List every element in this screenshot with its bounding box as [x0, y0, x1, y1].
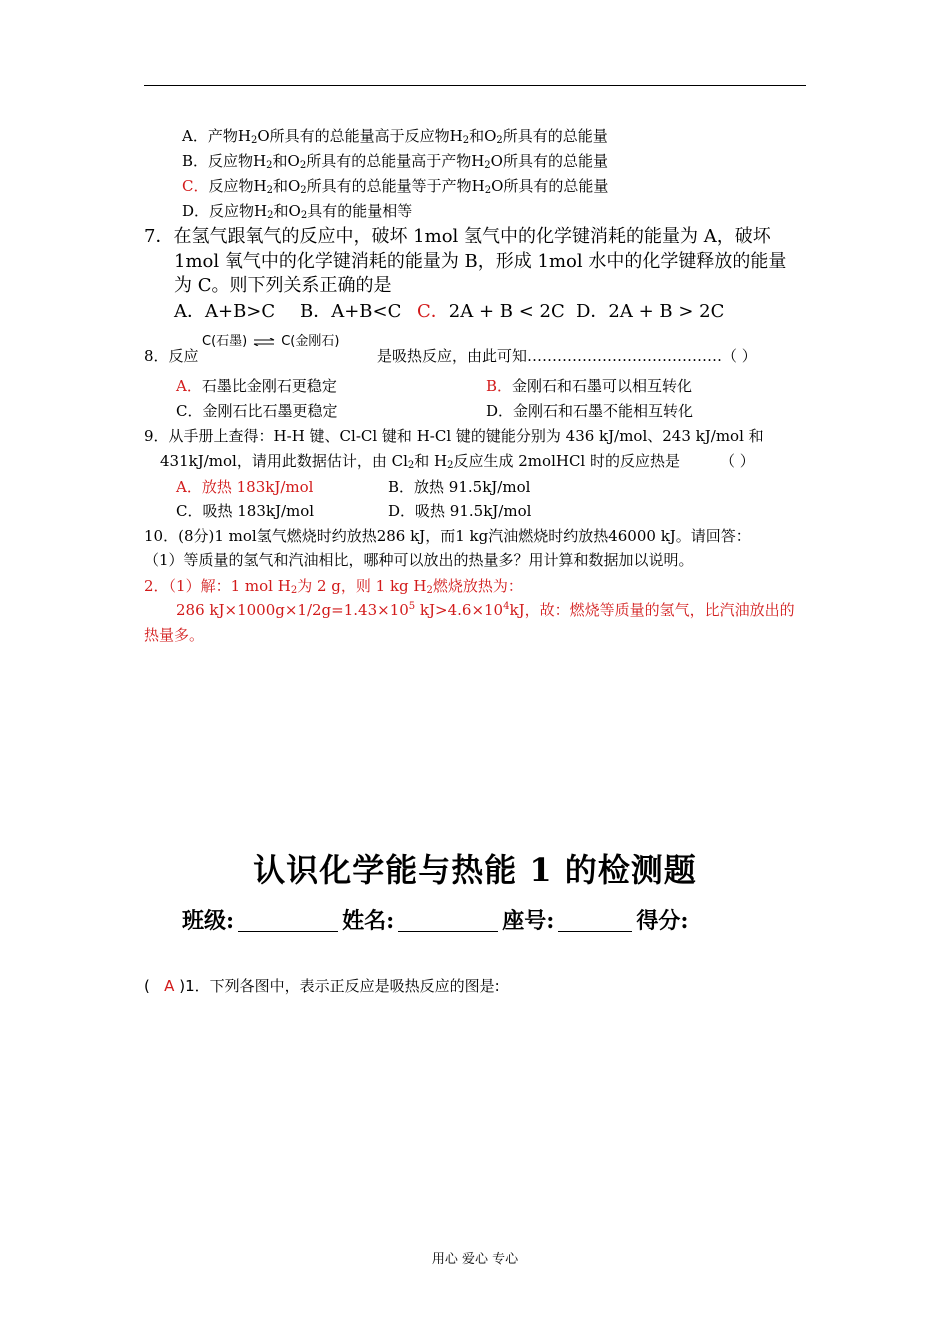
q9-line1: 9．从手册上查得：H-H 键、Cl-Cl 键和 H-Cl 键的键能分别为 436 kJ/mol、243 kJ/mol 和: [144, 427, 764, 445]
seat-label: 座号:: [502, 908, 555, 934]
name-blank[interactable]: [398, 909, 498, 932]
q7-option-b: B．A+B<C: [300, 301, 402, 322]
q9-answer-paren: （ ）: [720, 452, 755, 470]
q7-option-a: A．A+B>C: [174, 301, 276, 322]
q9-option-d: D．吸热 91.5kJ/mol: [388, 502, 532, 520]
q7-option-d: D．2A + B > 2C: [576, 301, 725, 322]
q8-equation: [202, 330, 339, 349]
q8-prefix: 8．反应: [144, 347, 199, 365]
q8-suffix: 是吸热反应，由此可知…………………………………（ ）: [377, 347, 757, 365]
q10-answer-line3: 热量多。: [144, 626, 205, 644]
header-rule: [144, 85, 806, 86]
q1-answer: A: [164, 977, 175, 995]
page-title: 认识化学能与热能 1 的检测题: [253, 851, 697, 889]
q9-line2: 431kJ/mol，请用此数据估计，由 $Cl_2$和 $H_2$反应生成 2molHCl 时的反应热是: [160, 452, 680, 471]
q1-line: ( A )1．下列各图中，表示正反应是吸热反应的图是:: [144, 977, 500, 995]
q8-option-a: A．石墨比金刚石更稳定: [176, 377, 337, 395]
equation-left: C(石墨): [202, 334, 248, 349]
equation-right: C(金刚石): [281, 334, 340, 349]
q6-option-b: B．反应物$H_2$和$O_2$所具有的总能量高于产物$H_2O$所具有的总能量: [182, 152, 608, 171]
equilibrium-arrow-icon: [253, 338, 275, 346]
q8-option-c: C．金刚石比石墨更稳定: [176, 402, 338, 420]
q10-answer-line1: 2．（1）解：1 mol $H_2$为 2 g，则 1 kg $H_2$燃烧放热为：: [144, 577, 523, 596]
class-blank[interactable]: [238, 909, 338, 932]
q10-line1: 10．(8分)1 mol氢气燃烧时约放热286 kJ，而1 kg汽油燃烧时约放热46000 kJ。请回答：: [144, 527, 751, 545]
name-label: 姓名:: [342, 908, 395, 934]
q8-option-b: B．金刚石和石墨可以相互转化: [486, 377, 693, 395]
page-footer: 用心 爱心 专心: [431, 1252, 519, 1267]
q7-line2: 1mol 氧气中的化学键消耗的能量为 B，形成 1mol 水中的化学键释放的能量: [174, 251, 787, 272]
q9-option-b: B．放热 91.5kJ/mol: [388, 478, 531, 496]
q7-line3: 为 C。则下列关系正确的是: [174, 275, 392, 296]
score-label: 得分:: [636, 908, 689, 934]
seat-blank[interactable]: [558, 909, 632, 932]
q8-option-d: D．金刚石和石墨不能相互转化: [486, 402, 694, 420]
class-label: 班级:: [182, 908, 235, 934]
q7-line1: 7．在氢气跟氧气的反应中，破坏 1mol 氢气中的化学键消耗的能量为 A，破坏: [144, 226, 771, 247]
q9-option-c: C．吸热 183kJ/mol: [176, 502, 315, 520]
q10-answer-line2: 286 $kJ\times 1000g\times 1/2g=1.43\times 10^5$ $kJ>4.6\times 10^4kJ$，故：燃烧等质量的氢气，比汽油放出的: [176, 601, 795, 619]
q7-option-c: C．2A + B < 2C: [417, 301, 565, 322]
student-info-row: [182, 905, 689, 937]
q10-line2: （1）等质量的氢气和汽油相比，哪种可以放出的热量多？用计算和数据加以说明。: [144, 551, 694, 569]
q9-option-a: A．放热 183kJ/mol: [176, 478, 314, 496]
q6-option-c: C．反应物$H_2$和$O_2$所具有的总能量等于产物$H_2O$所具有的总能量: [182, 177, 609, 196]
q6-option-d: D．反应物$H_2$和$O_2$具有的能量相等: [182, 202, 413, 221]
q6-option-a: A．产物$H_2O$所具有的总能量高于反应物$H_2$和$O_2$所具有的总能量: [182, 127, 608, 146]
